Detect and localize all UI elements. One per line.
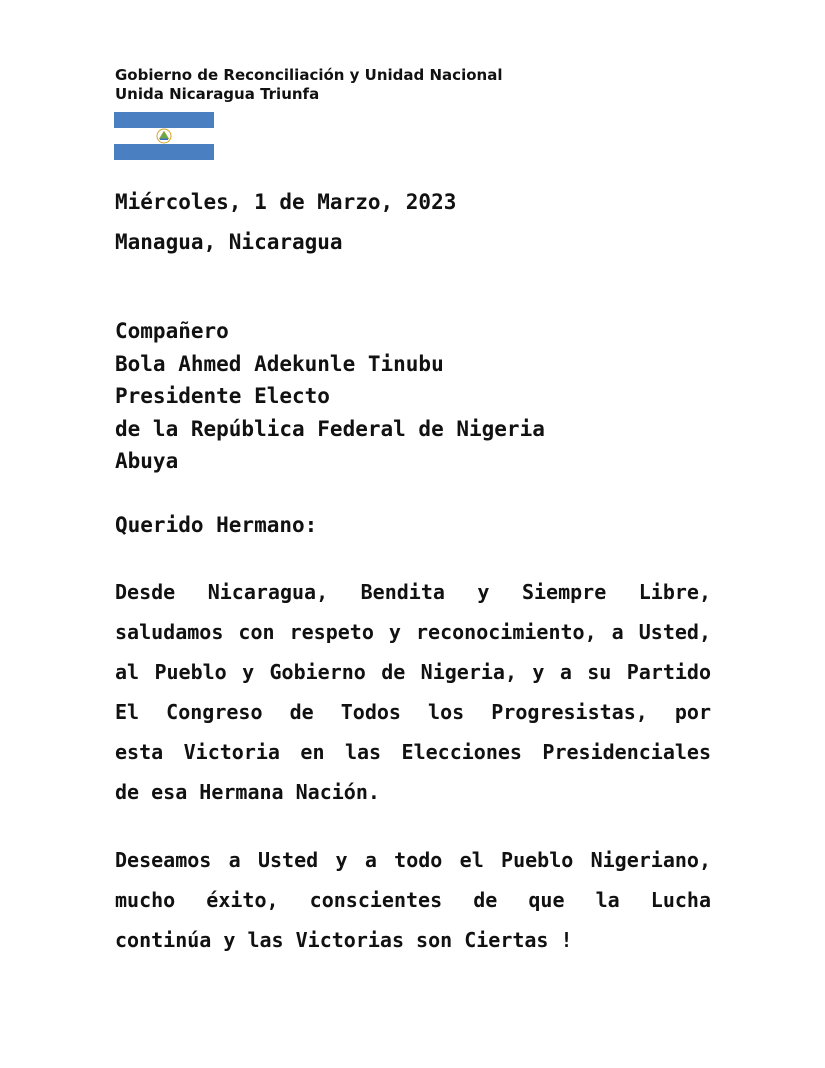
- flag-bottom-stripe: [114, 144, 214, 160]
- paragraph-line: continúa y las Victorias son Ciertas !: [115, 928, 573, 952]
- letter-date: Miércoles, 1 de Marzo, 2023: [115, 190, 457, 214]
- body-paragraph-1: [115, 572, 711, 812]
- letter-place: Managua, Nicaragua: [115, 230, 343, 254]
- letterhead-slogan: Unida Nicaragua Triunfa: [115, 85, 320, 103]
- letterhead-government: Gobierno de Reconciliación y Unidad Nacional: [115, 66, 503, 84]
- letterhead: [115, 66, 502, 104]
- paragraph-line: al Pueblo y Gobierno de Nigeria, y a su Partido: [115, 660, 711, 684]
- flag-top-stripe: [114, 112, 214, 128]
- recipient-name: Bola Ahmed Adekunle Tinubu: [115, 351, 444, 376]
- salutation: Querido Hermano:: [115, 513, 318, 537]
- paragraph-line: de esa Hermana Nación.: [115, 780, 380, 804]
- body-paragraph-2: [115, 840, 711, 960]
- paragraph-line: El Congreso de Todos los Progresistas, por: [115, 700, 711, 724]
- paragraph-line: esta Victoria en las Elecciones Presidenciales: [115, 740, 711, 764]
- recipient-title: Compañero: [115, 319, 229, 343]
- recipient-city: Abuya: [115, 449, 179, 473]
- recipient-block: [115, 315, 545, 478]
- nicaragua-flag-icon: [114, 112, 214, 160]
- paragraph-line: Deseamos a Usted y a todo el Pueblo Nigeriano,: [115, 848, 711, 872]
- paragraph-line: Desde Nicaragua, Bendita y Siempre Libre,: [115, 580, 711, 604]
- paragraph-line: mucho éxito, conscientes de que la Lucha: [115, 888, 711, 912]
- paragraph-line: saludamos con respeto y reconocimiento, a Usted,: [115, 620, 711, 644]
- recipient-country: de la República Federal de Nigeria: [115, 416, 545, 441]
- recipient-position: Presidente Electo: [115, 384, 330, 408]
